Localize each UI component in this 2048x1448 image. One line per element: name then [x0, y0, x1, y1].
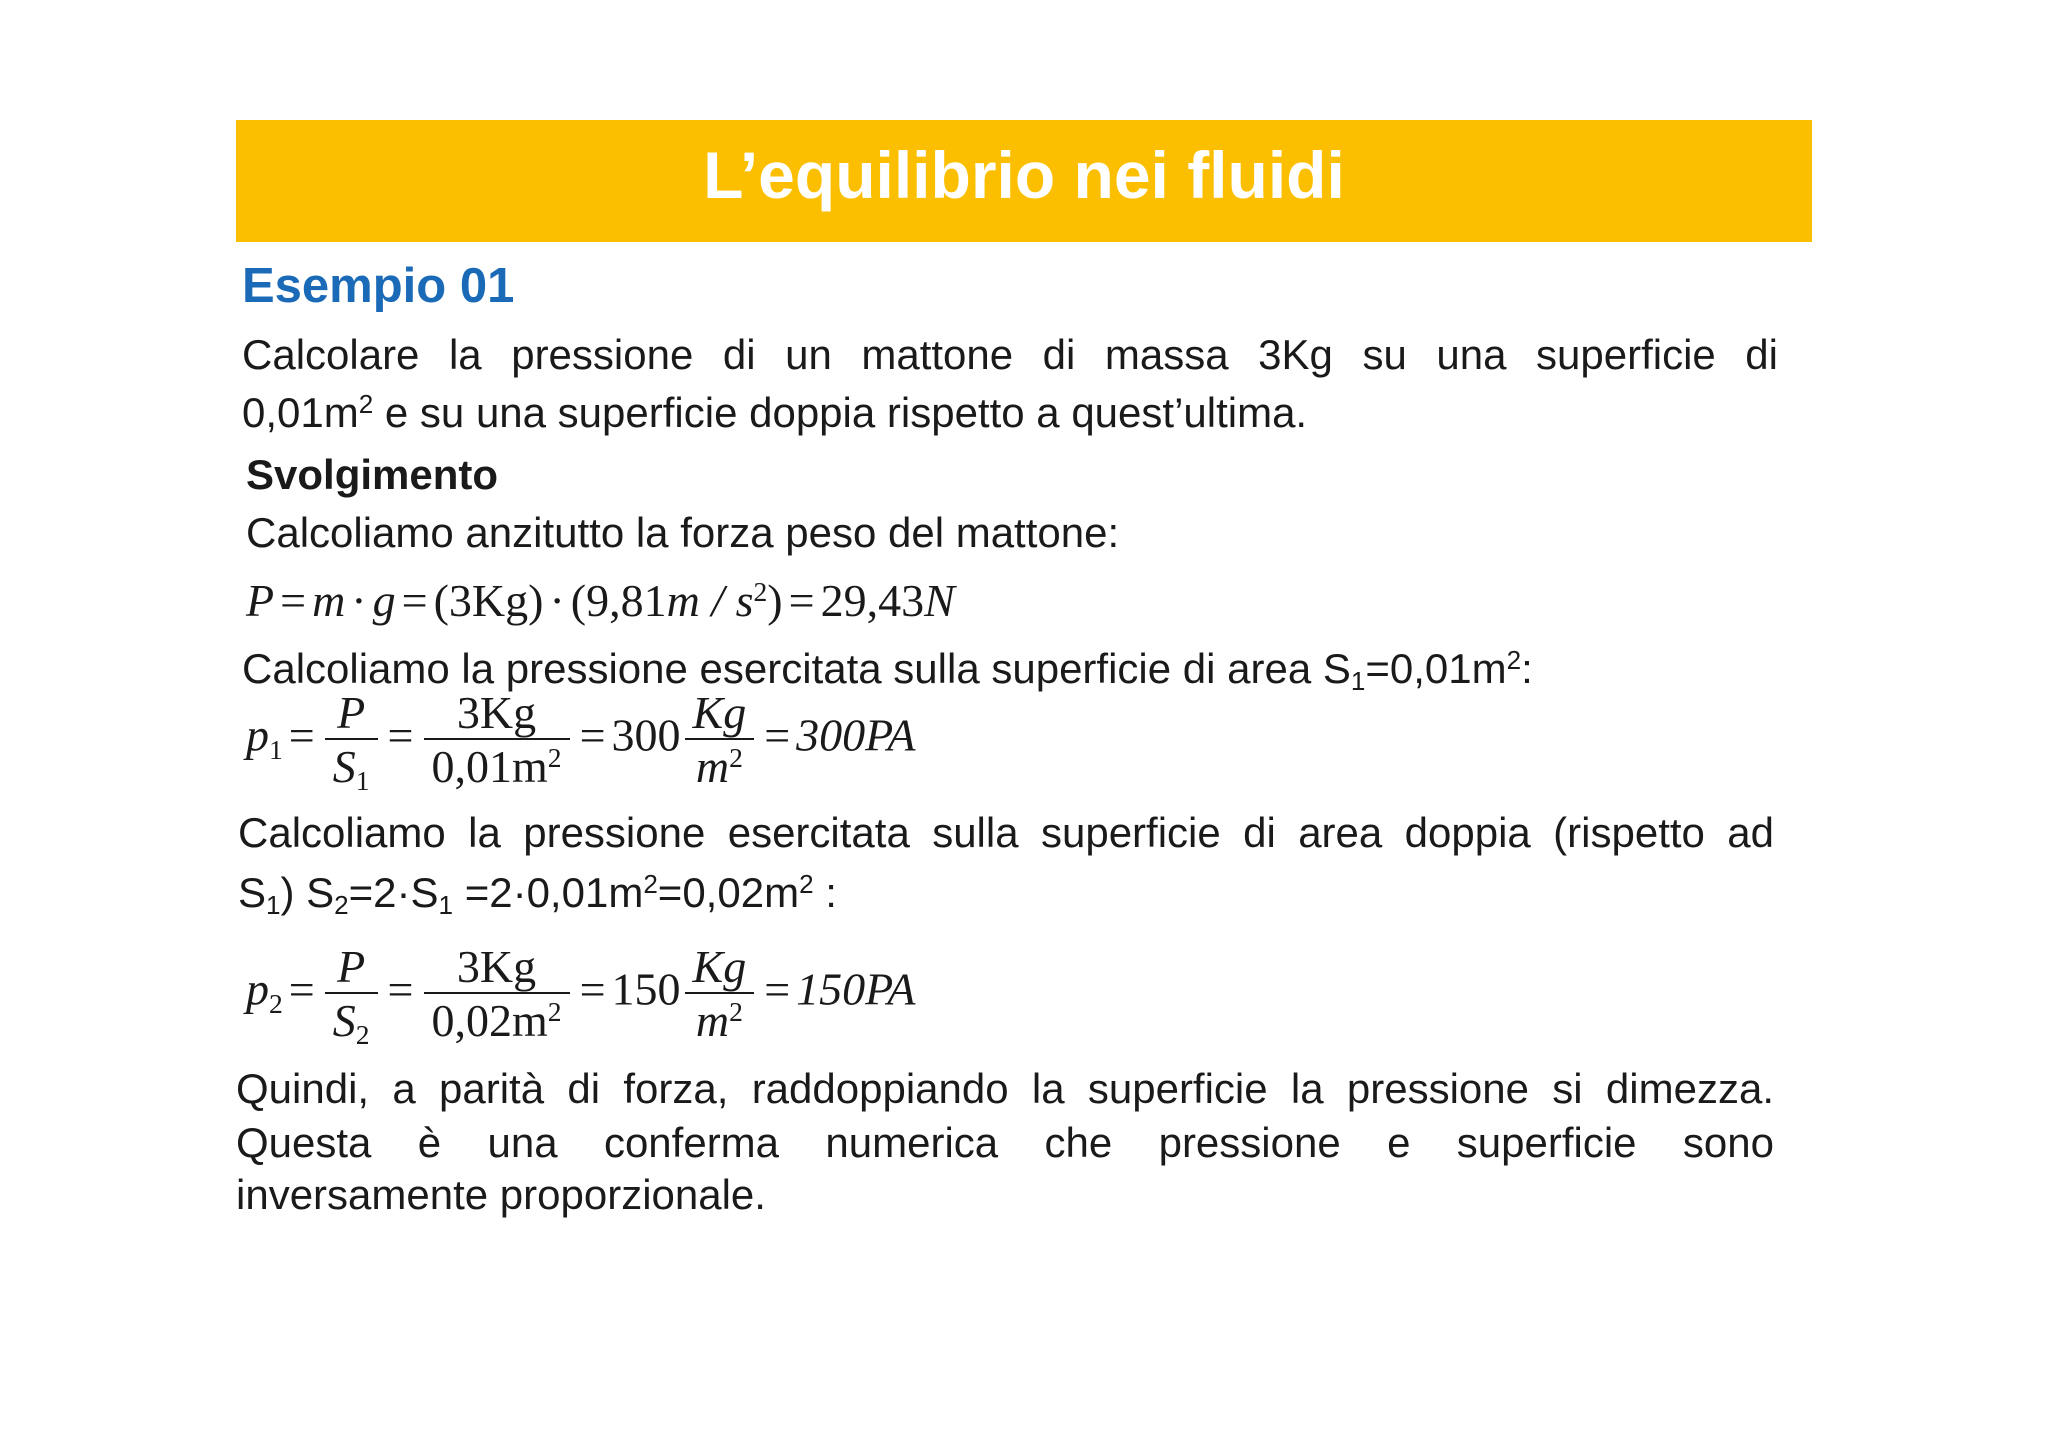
page-title: L’equilibrio nei fluidi: [703, 138, 1345, 212]
pressure-formula-1: p1 = $\frac{P}{S1}$ = $\frac{3Kg}{0,01m^2}$ = 300 $\frac{Kg}{m^2}$ = 300PA: [246, 687, 916, 797]
title-banner: [236, 120, 1812, 242]
pressure-formula-2: p2 = $\frac{P}{S2}$ = $\frac{3Kg}{0,02m^2}$ = 150 $\frac{Kg}{m^2}$ = 150PA: [246, 941, 916, 1051]
conclusion-line-3: inversamente proporzionale.: [236, 1171, 766, 1218]
problem-line-2: $0,01m^2$ e su una superficie doppia rispetto a quest’ultima.: [242, 388, 1308, 436]
solution-heading: Svolgimento: [246, 451, 499, 498]
fraction-mass-over-area2: $\frac{3Kg}{0,02m^2}$: [424, 944, 570, 1044]
step1-text: Calcoliamo la pressione esercitata sulla superficie di area $S_1=0,01m^2$:: [242, 644, 1533, 696]
fraction-p-over-s2: $\frac{P}{S2}$: [325, 944, 378, 1044]
problem-line-1: Calcolare la pressione di un mattone di massa 3Kg su una superficie di: [242, 331, 1778, 378]
fraction-unit-1: $\frac{Kg}{m^2}$: [685, 690, 755, 790]
weight-formula: $P = m \cdot g = (3Kg) \cdot (9,81m / s^2) = 29,43N$: [246, 575, 955, 626]
fraction-mass-over-area1: $\frac{3Kg}{0,01m^2}$: [424, 690, 570, 790]
step2-line-2: $S_1$) $S_2=2\cdot S_1 =2\cdot 0,01m^2=0,02m^2$ :: [238, 868, 837, 920]
conclusion-line-2: Questa è una conferma numerica che pressione e superficie sono: [236, 1119, 1774, 1166]
fraction-unit-2: $\frac{Kg}{m^2}$: [685, 944, 755, 1044]
conclusion-line-1: Quindi, a parità di forza, raddoppiando la superficie la pressione si dimezza.: [236, 1065, 1774, 1112]
solution-intro: Calcoliamo anzitutto la forza peso del mattone:: [246, 509, 1120, 556]
example-title: Esempio 01: [242, 259, 515, 313]
fraction-p-over-s1: $\frac{P}{S1}$: [325, 690, 378, 790]
step2-line-1: Calcoliamo la pressione esercitata sulla superficie di area doppia (rispetto ad: [238, 809, 1774, 856]
